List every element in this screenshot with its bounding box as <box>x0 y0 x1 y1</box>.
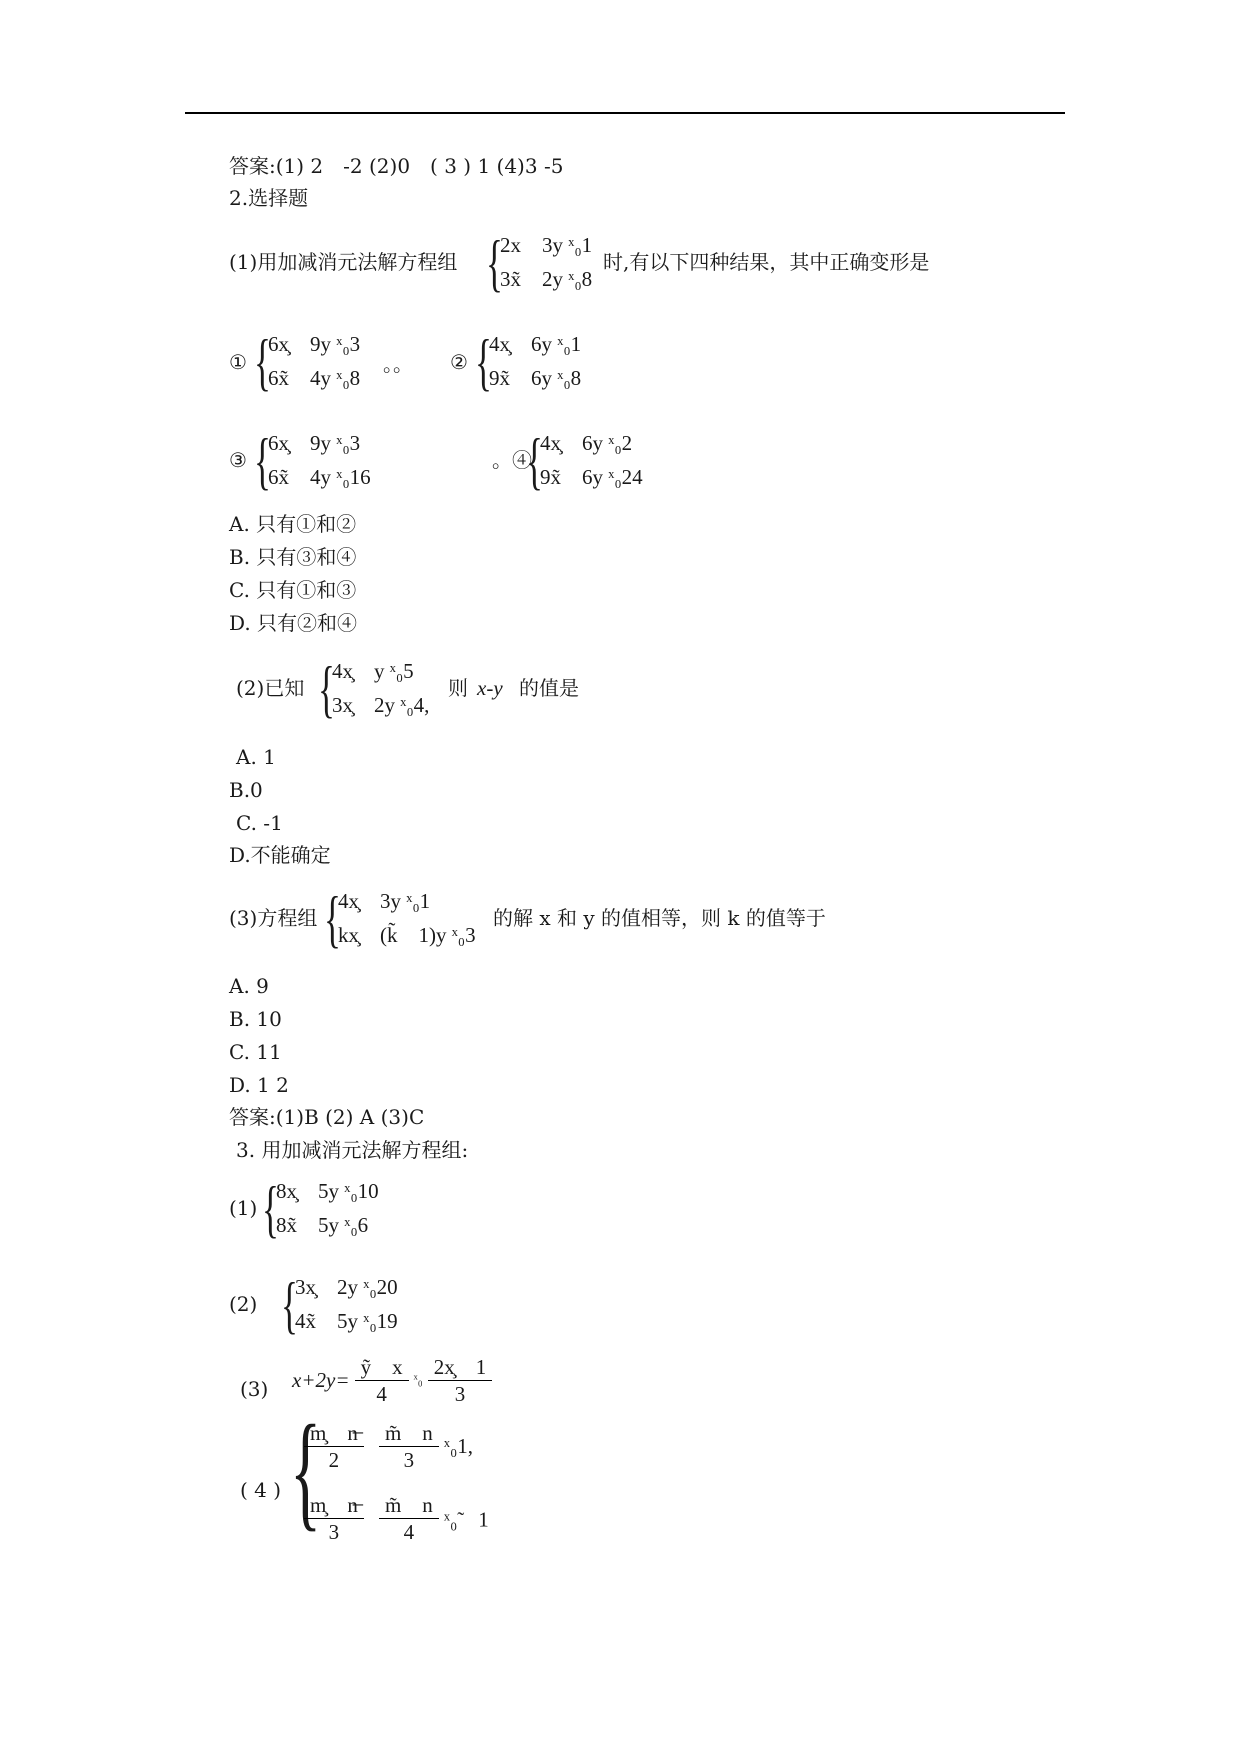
option-1-eq-1: 6x̧ 9y ˣ₀3 <box>268 332 361 356</box>
option-1-system <box>254 326 404 401</box>
p4-r1-f1-den: 2 <box>328 1448 340 1472</box>
q2-eq-1: 4x̧ y ˣ₀5 <box>332 659 414 683</box>
p2-system <box>281 1269 441 1344</box>
brace-glyph: { <box>318 653 335 724</box>
p3-equation <box>292 1354 492 1407</box>
option-3-system <box>254 425 414 500</box>
p1-eq-2: 8x̃ 5y ˣ₀6 <box>276 1213 369 1237</box>
q3-suffix: 的解 x 和 y 的值相等，则 k 的值等于 <box>493 906 826 930</box>
option-4-mark: 。④ <box>492 448 532 472</box>
q2-expression: x-y <box>477 676 503 700</box>
p4-r1-rhs: ˣ₀1, <box>443 1434 474 1458</box>
option-1-trail: 。。 <box>383 352 413 376</box>
option-3-eq-1: 6x̧ 9y ˣ₀3 <box>268 431 361 455</box>
section-3-title: 3. 用加减消元法解方程组: <box>236 1138 469 1162</box>
p2-eq-2: 4x̃ 5y ˣ₀19 <box>295 1309 398 1333</box>
option-3-mark: ③ <box>229 448 247 472</box>
p3-fraction-1-num: ỹ x <box>355 1354 409 1381</box>
p4-r2-fraction-2 <box>379 1492 439 1545</box>
p4-r2-rhs: ˣ₀̃ 1 <box>443 1507 489 1532</box>
p4-label: ( 4 ) <box>240 1478 282 1502</box>
p4-r2-f2-num: m̃ n <box>379 1492 439 1519</box>
p3-label: (3) <box>240 1377 269 1401</box>
p4-row-2 <box>304 1492 489 1545</box>
option-2-system <box>475 326 625 401</box>
p4-row-1 <box>304 1420 473 1473</box>
p3-fraction-1-den: 4 <box>376 1382 387 1406</box>
section-2-title: 2.选择题 <box>229 186 309 210</box>
brace-glyph: { <box>254 326 271 397</box>
q3-choice-c: C. 11 <box>229 1040 282 1064</box>
q3-system <box>324 883 504 958</box>
p4-r1-f2-num: m̃ n <box>379 1420 439 1447</box>
q1-choice-a: A. 只有①和② <box>229 512 357 536</box>
q2-eq-2: 3x̧ 2y ˣ₀4, <box>332 693 430 717</box>
q1-prefix: (1)用加减消元法解方程组 <box>229 250 458 274</box>
p4-r1-fraction-1 <box>304 1420 364 1473</box>
option-1-mark: ① <box>229 350 247 374</box>
brace-glyph: { <box>486 227 503 298</box>
q3-eq-2: kx̧ (k̃ 1)y ˣ₀3 <box>338 923 476 947</box>
p1-label: (1) <box>229 1196 258 1220</box>
option-4-system <box>526 425 686 500</box>
q3-choice-d: D. 1 2 <box>229 1073 289 1097</box>
q1-eq-2: 3x̃ 2y ˣ₀8 <box>500 267 593 291</box>
q3-eq-1: 4x̧ 3y ˣ₀1 <box>338 889 431 913</box>
brace-glyph: { <box>281 1269 298 1340</box>
option-2-eq-1: 4x̧ 6y ˣ₀1 <box>489 332 582 356</box>
p4-system <box>290 1399 510 1560</box>
brace-glyph: { <box>526 425 543 496</box>
header-rule <box>185 112 1065 114</box>
p4-r1-fraction-2 <box>379 1420 439 1473</box>
brace-glyph: { <box>254 425 271 496</box>
q1-system <box>486 227 606 302</box>
p3-fraction-2 <box>428 1354 493 1407</box>
option-2-eq-2: 9x̃ 6y ˣ₀8 <box>489 366 582 390</box>
option-4-eq-1: 4x̧ 6y ˣ₀2 <box>540 431 633 455</box>
q2-suffix: 的值是 <box>519 676 579 700</box>
q1-choice-b: B. 只有③和④ <box>229 545 357 569</box>
p3-fraction-1 <box>355 1354 409 1407</box>
q3-choice-a: A. 9 <box>229 974 269 998</box>
q2-choice-d: D.不能确定 <box>229 843 331 867</box>
q3-choice-b: B. 10 <box>229 1007 282 1031</box>
p3-equals: ˣ₀ <box>413 1372 423 1388</box>
p4-r2-f1-den: 3 <box>328 1520 340 1544</box>
p3-fraction-2-num: 2x̧ 1 <box>428 1354 493 1381</box>
answers-1: 答案:(1) 2 -2 (2)0 ( 3 ) 1 (4)3 -5 <box>229 154 564 178</box>
p1-eq-1: 8x̧ 5y ˣ₀10 <box>276 1179 379 1203</box>
p4-r2-fraction-1 <box>304 1492 364 1545</box>
brace-glyph: { <box>290 1399 322 1543</box>
q1-choice-d: D. 只有②和④ <box>229 611 358 635</box>
q2-then: 则 <box>448 676 468 700</box>
p3-fraction-2-den: 3 <box>454 1382 466 1406</box>
brace-glyph: { <box>324 883 341 954</box>
q2-system <box>318 653 458 728</box>
q2-prefix: (2)已知 <box>236 676 305 700</box>
p2-eq-1: 3x̧ 2y ˣ₀20 <box>295 1275 398 1299</box>
option-2-mark: ② <box>450 350 468 374</box>
brace-glyph: { <box>475 326 492 397</box>
p4-r1-f2-den: 3 <box>403 1448 415 1472</box>
option-4-eq-2: 9x̃ 6y ˣ₀24 <box>540 465 643 489</box>
q2-choice-b: B.0 <box>229 778 263 802</box>
option-3-eq-2: 6x̃ 4y ˣ₀16 <box>268 465 371 489</box>
brace-glyph: { <box>262 1173 279 1244</box>
p4-r1-f1-num: m̧ n̶ <box>304 1420 364 1447</box>
p3-lhs: x+2y= <box>292 1368 350 1392</box>
q2-choice-a: A. 1 <box>236 745 276 769</box>
q1-suffix: 时,有以下四种结果，其中正确变形是 <box>603 250 930 274</box>
q2-choice-c: C. -1 <box>236 811 283 835</box>
answers-2: 答案:(1)B (2) A (3)C <box>229 1105 425 1129</box>
p4-r2-f1-num: m̧ n̶ <box>304 1492 364 1519</box>
p1-system <box>262 1173 422 1248</box>
q1-eq-1: 2x 3y ˣ₀1 <box>500 233 593 257</box>
p4-r2-f2-den: 4 <box>403 1520 415 1544</box>
p2-label: (2) <box>229 1292 258 1316</box>
q1-choice-c: C. 只有①和③ <box>229 578 357 602</box>
q3-prefix: (3)方程组 <box>229 906 318 930</box>
option-1-eq-2: 6x̃ 4y ˣ₀8 <box>268 366 361 390</box>
